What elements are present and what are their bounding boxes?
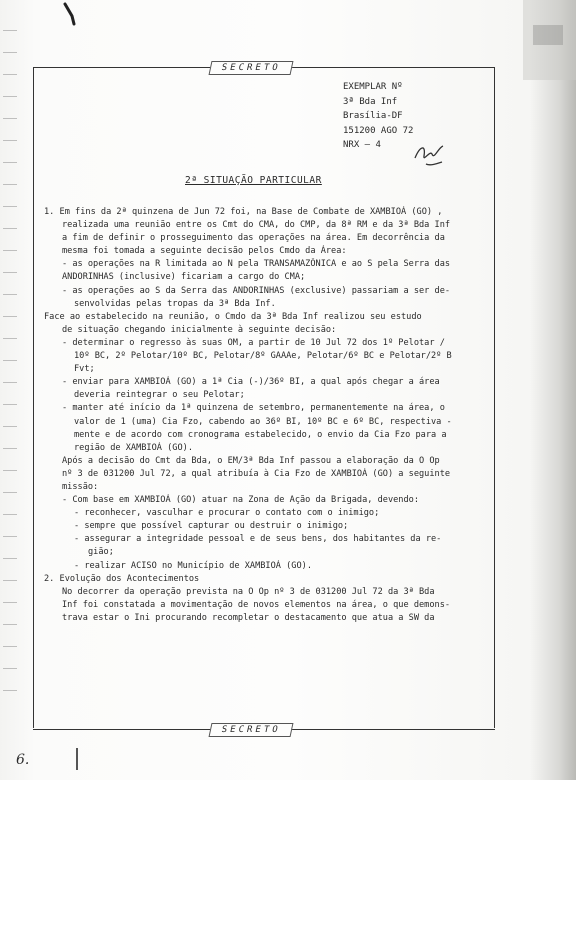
text-line: - determinar o regresso às suas OM, a partir de 10 Jul 72 dos 1º Pelotar / <box>62 337 445 348</box>
document-header <box>343 80 473 153</box>
text-line: - as operações ao S da Serra das ANDORINHAS (exclusive) passariam a ser de- <box>62 285 451 296</box>
text-line: - Com base em XAMBIOÁ (GO) atuar na Zona de Ação da Brigada, devendo: <box>62 495 419 506</box>
binder-holes <box>3 20 17 710</box>
text-line: deveria reintegrar o seu Pelotar; <box>74 390 245 401</box>
text-line: de situação chegando inicialmente à seguinte decisão: <box>62 324 337 335</box>
text-line: senvolvidas pelas tropas da 3ª Bda Inf. <box>74 298 276 309</box>
edge-shadow <box>515 0 576 80</box>
text-line: - as operações na R limitada ao N pela TRANSAMAZÔNICA e ao S pela Serra das <box>62 259 451 270</box>
handwritten-signature <box>412 140 446 170</box>
text-line: - enviar para XAMBIOÁ (GO) a 1ª Cia (-)/36º BI, a qual após chegar a área <box>62 377 440 388</box>
text-line: 10º BC, 2º Pelotar/10º BC, Pelotar/8º GAAAe, Pelotar/6º BC e Pelotar/2º B <box>74 351 452 362</box>
page-number: 6. <box>16 752 30 768</box>
corner-ink-mark <box>63 2 79 26</box>
copy-number: EXEMPLAR Nº <box>343 82 403 92</box>
text-line: - realizar ACISO no Município de XAMBIOÁ (GO). <box>74 560 312 571</box>
text-line: realizada uma reunião entre os Cmt do CMA, do CMP, da 8ª RM e da 3ª Bda Inf <box>62 220 451 231</box>
date-time-group: 151200 AGO 72 <box>343 125 414 136</box>
text-line: a fim de definir o prosseguimento das operações na área. Em decorrência da <box>62 233 445 244</box>
classification-stamp-bottom: SECRETO <box>209 723 294 737</box>
text-line: 1. Em fins da 2ª quinzena de Jun 72 foi, na Base de Combate de XAMBIOÁ (GO) , <box>44 207 443 217</box>
text-line: região de XAMBIOÁ (GO). <box>74 442 193 453</box>
text-line: trava estar o Ini procurando recompletar o destacamento que atua a SW da <box>62 612 435 623</box>
text-line: - sempre que possível capturar ou destruir o inimigo; <box>74 521 349 532</box>
text-line: - manter até início da 1ª quinzena de setembro, permanentemente na área, o <box>62 403 445 414</box>
text-line: nº 3 de 031200 Jul 72, a qual atribuía à Cia Fzo de XAMBIOÁ (GO) a seguinte <box>62 468 451 479</box>
text-line: missão: <box>62 481 99 492</box>
text-line: gião; <box>88 547 114 558</box>
text-line: - assegurar a integridade pessoal e de seus bens, dos habitantes da re- <box>74 534 442 545</box>
margin-mark <box>76 748 78 770</box>
section-title: 2ª SITUAÇÃO PARTICULAR <box>185 175 322 186</box>
text-line: mente e de acordo com cronograma estabelecido, o envio da Cia Fzo para a <box>74 429 447 440</box>
text-line: mesma foi tomada a seguinte decisão pelos Cmdo da Área: <box>62 246 347 257</box>
reference: NRX – 4 <box>343 140 381 150</box>
text-line: ANDORINHAS (inclusive) ficariam a cargo do CMA; <box>62 272 306 283</box>
text-line: Após a decisão do Cmt da Bda, o EM/3ª Bda Inf passou a elaboração da O Op <box>62 455 440 466</box>
section-heading: 2. Evolução dos Acontecimentos <box>44 573 200 584</box>
text-line: No decorrer da operação prevista na O Op nº 3 de 031200 Jul 72 da 3ª Bda <box>62 586 435 597</box>
text-line: Inf foi constatada a movimentação de novos elementos na área, o que demons- <box>62 599 451 610</box>
text-line: - reconhecer, vasculhar e procurar o contato com o inimigo; <box>74 508 380 519</box>
document-body <box>44 206 489 625</box>
text-line: Fvt; <box>74 364 95 375</box>
place: Brasília-DF <box>343 111 403 121</box>
text-line: Face ao estabelecido na reunião, o Cmdo da 3ª Bda Inf realizou seu estudo <box>44 311 422 322</box>
text-line: valor de 1 (uma) Cia Fzo, cabendo ao 36º BI, 10º BC e 6º BC, respectiva - <box>74 416 452 427</box>
issuing-unit: 3ª Bda Inf <box>343 96 398 107</box>
classification-stamp-top: SECRETO <box>209 61 294 75</box>
